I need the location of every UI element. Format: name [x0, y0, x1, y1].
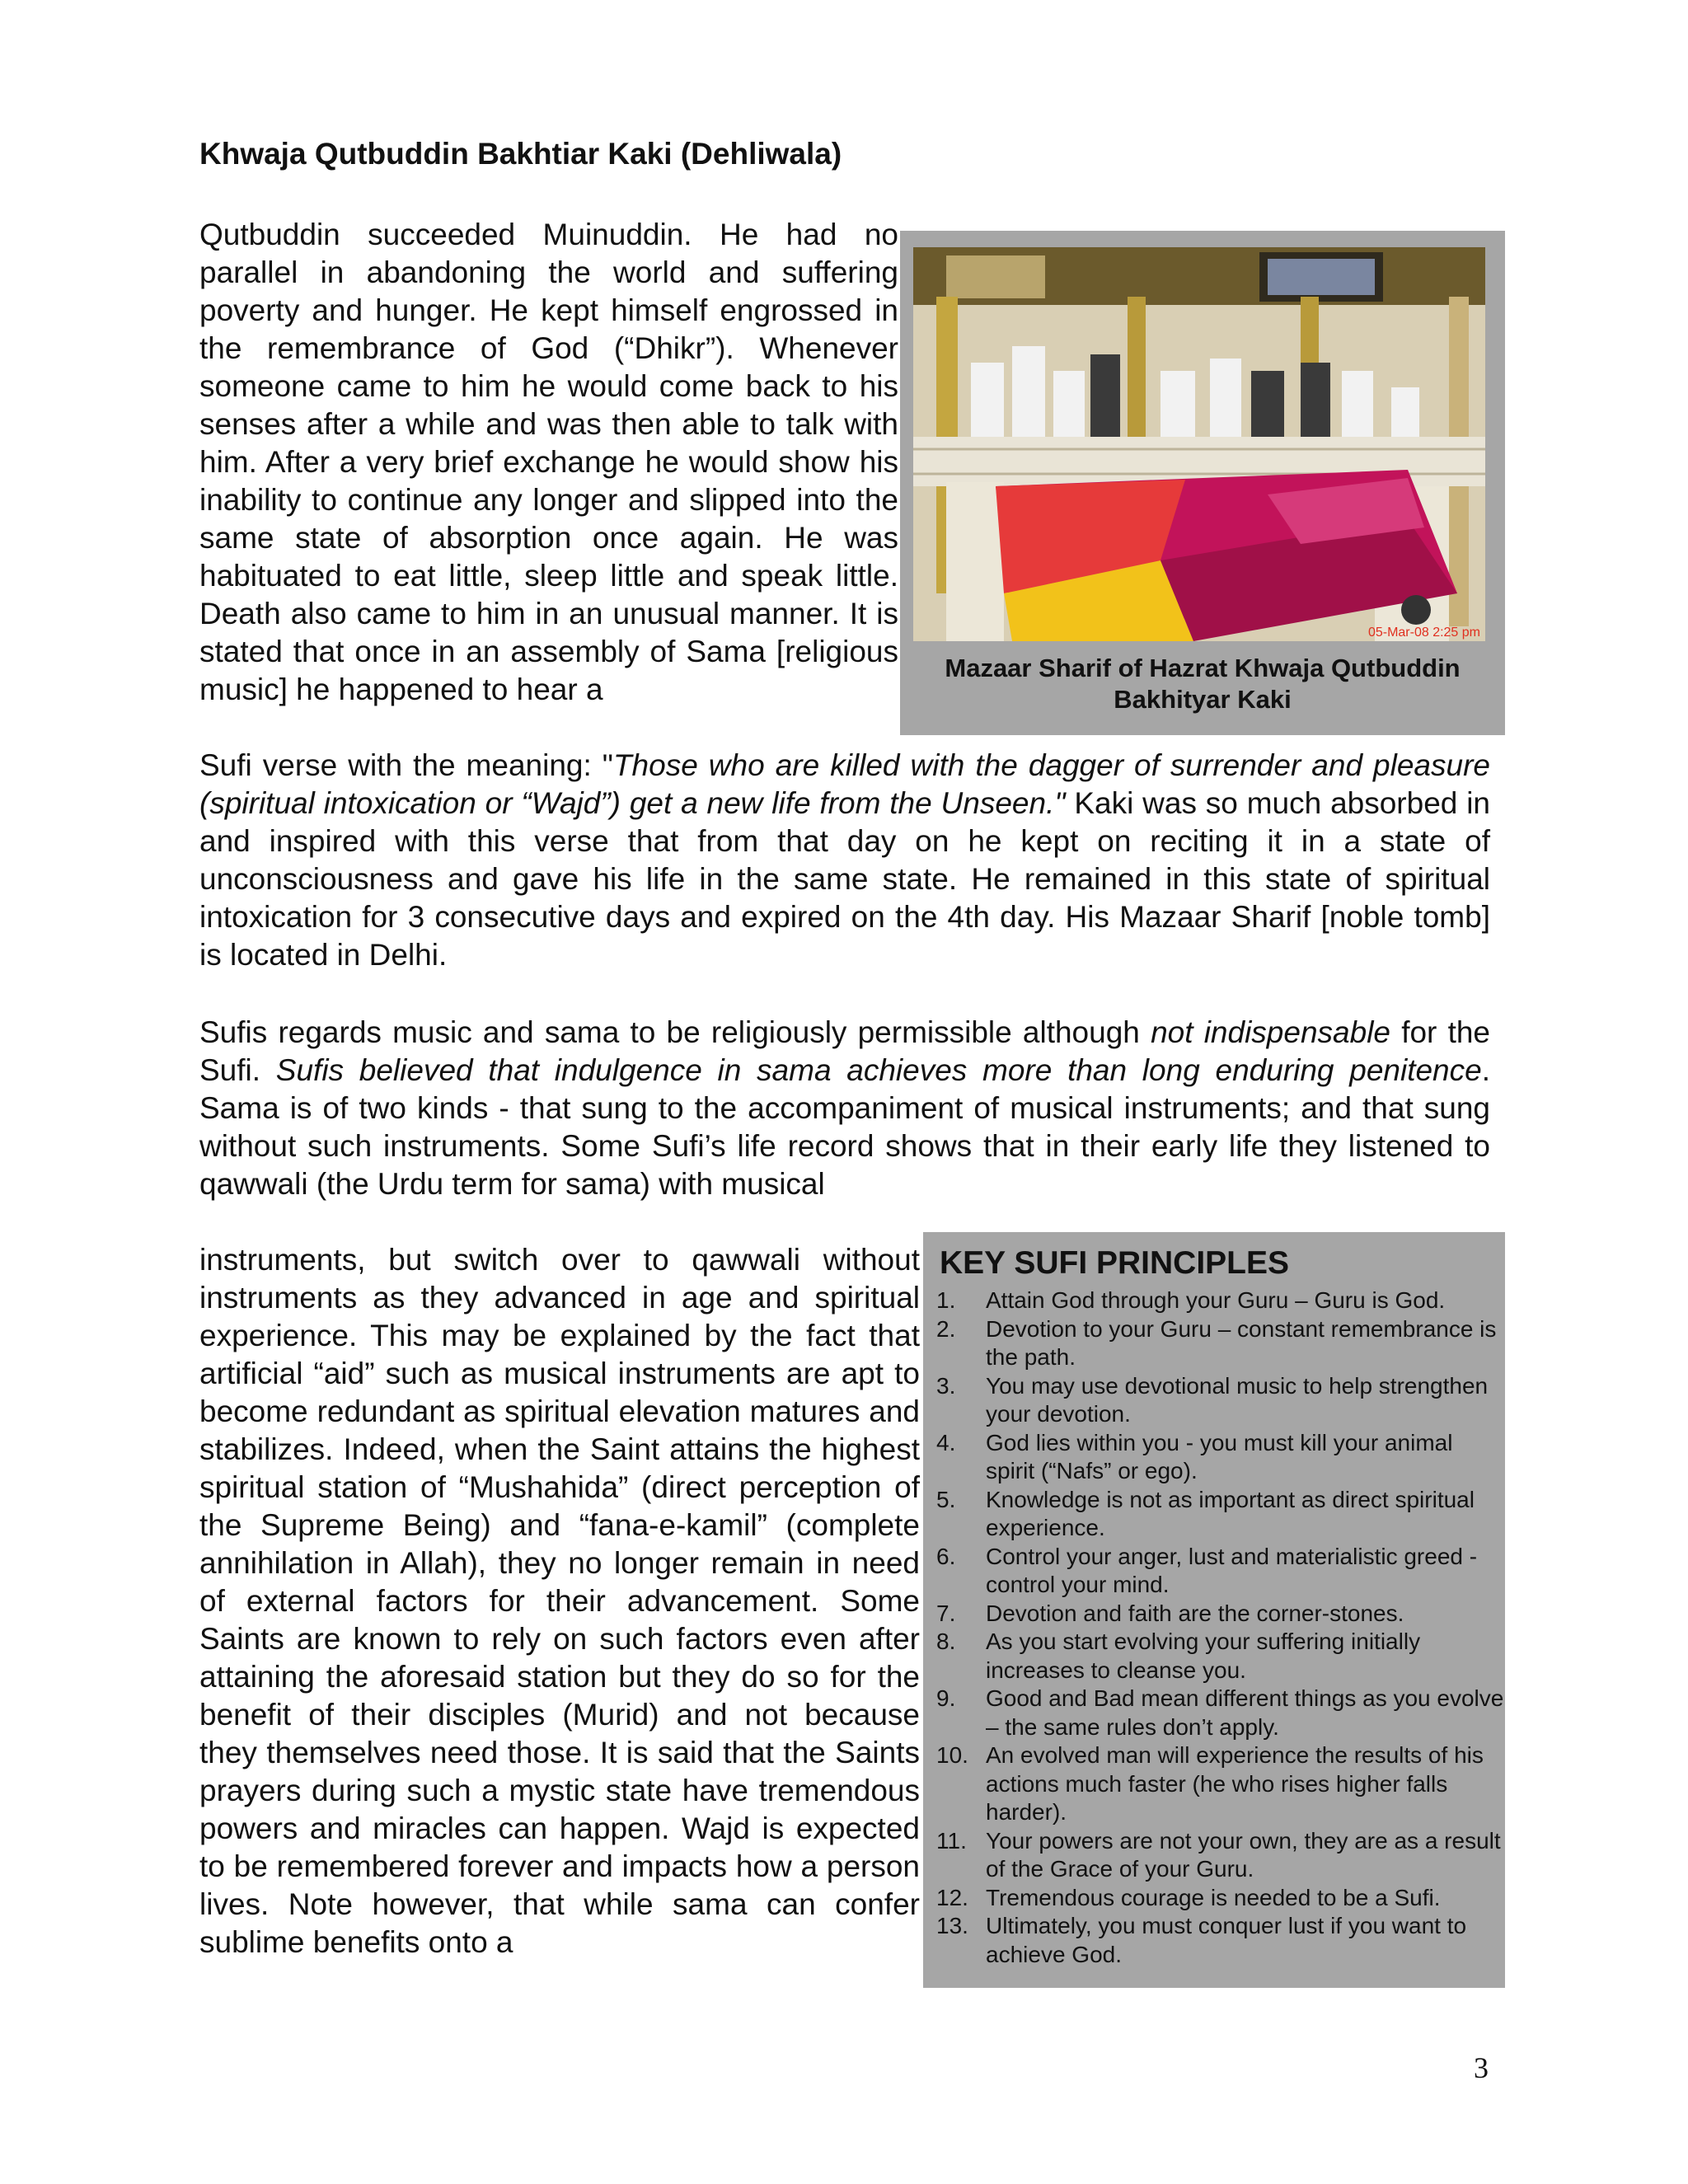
paragraph-1-text-end: Kaki was so much absorbed in and inspired with this verse that from that day on he kept on reciting it in a state of unconsciousness and gave his life in the same state. He remained in this state of spiritual intoxication for 3 consecutive days and expired on the 4th day. His Mazaar Sharif [noble tomb] is located in Delhi. [199, 786, 1490, 972]
principles-list [936, 1286, 1505, 1969]
principle-item [936, 1429, 1505, 1486]
section-title: Khwaja Qutbuddin Bakhtiar Kaki (Dehliwala) [199, 137, 842, 171]
paragraph-2-text-mid: for the Sufi. [199, 1015, 1490, 1087]
paragraph-2-wide [199, 1014, 1490, 1203]
principle-text: Devotion to your Guru – constant remembrance is the path. [986, 1315, 1497, 1370]
principle-number: 5. [936, 1486, 956, 1512]
principle-text: An evolved man will experience the results of his actions much faster (he who rises higher falls harder). [986, 1742, 1484, 1825]
emphasis-sama-belief: Sufis believed that indulgence in sama achieves more than long enduring penitence [275, 1053, 1482, 1087]
principle-item [936, 1741, 1505, 1827]
paragraph-2-narrow: instruments, but switch over to qawwali without instruments as they advanced in age and spiritual experience. This may be explained by the fact that artificial “aid” such as musical instruments are apt to become redundant as spiritual elevation matures and stabilizes. Indeed, when the Saint attains the highest spiritual station of “Mushahida” (direct perception of the Supreme Being) and “fana-e-kamil” (complete annihilation in Allah), they no longer remain in need of external factors for their advancement. Some Saints are known to rely on such factors even after attaining the aforesaid station but they do so for the benefit of their disciples (Murid) and not because they themselves need those. It is said that the Saints prayers during such a mystic state have tremendous powers and miracles can happen. Wajd is expected to be remembered forever and impacts how a person lives. Note however, that while sama can confer sublime benefits onto a [199, 1243, 920, 1959]
principle-item [936, 1543, 1505, 1600]
principle-number: 2. [936, 1315, 956, 1342]
principle-item [936, 1286, 1505, 1315]
principle-text: Your powers are not your own, they are as a result of the Grace of your Guru. [986, 1827, 1501, 1882]
principle-number: 7. [936, 1600, 956, 1626]
principle-text: God lies within you - you must kill your animal spirit (“Nafs” or ego). [986, 1429, 1453, 1483]
paragraph-1-narrow: Qutbuddin succeeded Muinuddin. He had no parallel in abandoning the world and suffering poverty and hunger. He kept himself engrossed in the remembrance of God (“Dhikr”). Whenever someone came to him he would come back to his senses after a while and was then able to talk with him. After a very brief exchange he would show his inability to continue any longer and slipped into the same state of absorption once again. He was habituated to eat little, sleep little and speak little. Death also came to him in an unusual manner. It is stated that once in an assembly of Sama [religious music] he happened to hear a [199, 218, 898, 706]
principle-number: 1. [936, 1287, 956, 1313]
page-number: 3 [1474, 2051, 1489, 2084]
principle-number: 8. [936, 1629, 956, 1654]
principle-text: Good and Bad mean different things as you evolve – the same rules don’t apply. [986, 1685, 1504, 1740]
paragraph-1-wide [199, 747, 1490, 974]
principle-text: Attain God through your Guru – Guru is God. [986, 1287, 1446, 1313]
paragraph-2-text-start: Sufis regards music and sama to be religiously permissible although [199, 1015, 1151, 1049]
principle-text: Knowledge is not as important as direct spiritual experience. [986, 1486, 1475, 1540]
principle-item [936, 1628, 1505, 1685]
paragraph-2-text-end: . Sama is of two kinds - that sung to the accompaniment of musical instruments; and that sung without such instruments. Some Sufi’s life record shows that in their early life they listened to qawwali (the Urdu term for sama) with musical [199, 1053, 1490, 1201]
principle-number: 4. [936, 1429, 956, 1455]
principle-number: 9. [936, 1685, 956, 1711]
principle-item [936, 1827, 1505, 1884]
principle-item [936, 1884, 1505, 1913]
key-principles-title: KEY SUFI PRINCIPLES [940, 1245, 1290, 1281]
photo-timestamp: 05-Mar-08 2:25 pm [1367, 626, 1480, 640]
principle-text: As you start evolving your suffering initially increases to cleanse you. [986, 1629, 1421, 1683]
key-principles-box [923, 1232, 1505, 1988]
principle-number: 13. [936, 1913, 968, 1938]
principle-text: Devotion and faith are the corner-stones. [986, 1600, 1404, 1626]
principle-number: 11. [936, 1827, 967, 1854]
photo-figure [900, 231, 1505, 735]
paragraph-1-text-start: Sufi verse with the meaning: " [199, 748, 613, 782]
principle-item [936, 1315, 1505, 1372]
sufi-verse-quote: Those who are killed with the dagger of surrender and pleasure (spiritual intoxication or “Wajd”) get a new life from the Unseen." [199, 748, 1490, 820]
principle-text: Tremendous courage is needed to be a Sufi. [986, 1884, 1441, 1910]
principle-number: 3. [936, 1372, 956, 1399]
principle-item [936, 1600, 1505, 1629]
principle-item [936, 1486, 1505, 1543]
mazaar-photo [913, 247, 1485, 641]
mazaar-photo-illustration [913, 247, 1485, 641]
principle-item [936, 1372, 1505, 1429]
photo-caption: Mazaar Sharif of Hazrat Khwaja Qutbuddin Bakhityar Kaki [945, 654, 1461, 714]
principle-text: Ultimately, you must conquer lust if you want to achieve God. [986, 1913, 1467, 1967]
principle-text: Control your anger, lust and materialistic greed - control your mind. [986, 1543, 1478, 1597]
principle-item [936, 1912, 1505, 1969]
principle-item [936, 1685, 1505, 1741]
principle-text: You may use devotional music to help strengthen your devotion. [986, 1372, 1489, 1427]
principle-number: 10. [936, 1742, 968, 1768]
emphasis-not-indispensable: not indispensable [1151, 1015, 1390, 1049]
principle-number: 6. [936, 1543, 956, 1569]
principle-number: 12. [936, 1884, 968, 1910]
